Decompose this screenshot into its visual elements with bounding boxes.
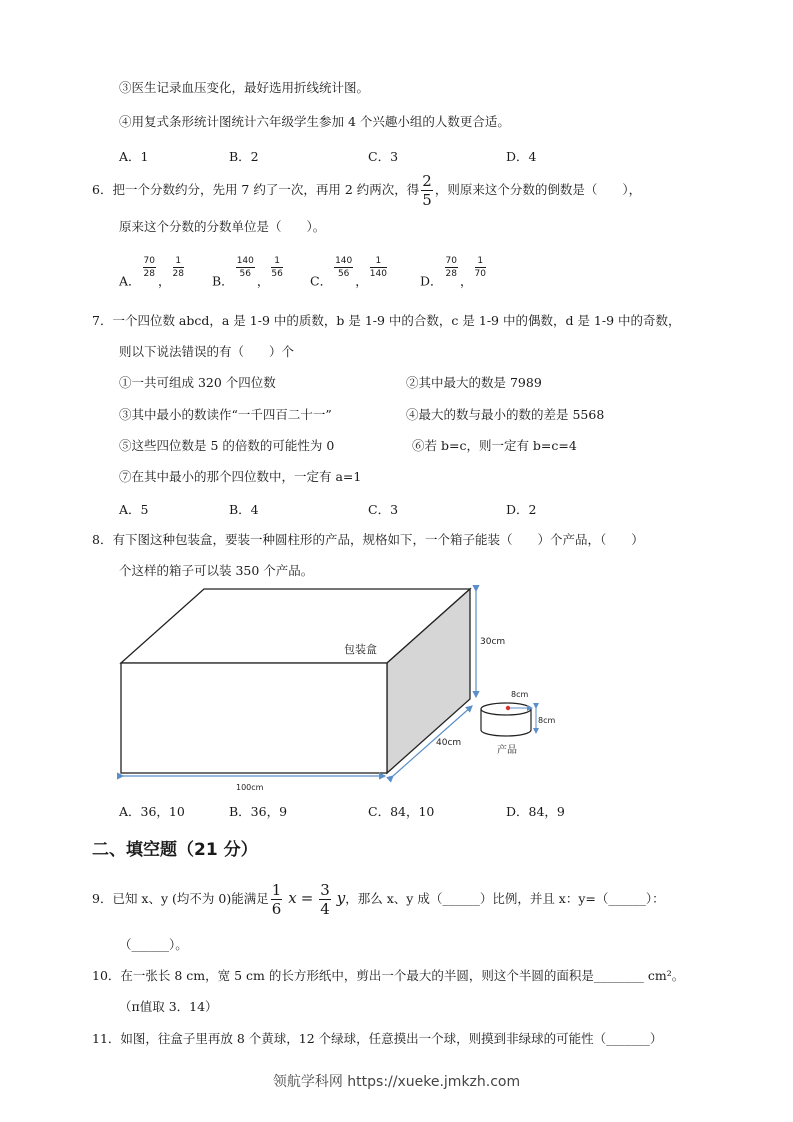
box-label: 包装盒: [344, 643, 377, 656]
q8-option-c: C．84，10: [368, 804, 435, 819]
q7-option-b: B．4: [229, 502, 259, 517]
q6-fraction: [421, 171, 433, 209]
box-front-face: [121, 663, 387, 773]
q6-line2: 原来这个分数的分数单位是（ ）。: [119, 219, 326, 234]
q7-option-c: C．3: [368, 502, 399, 517]
q9-stem-part2: ，那么 x、y 成（______）比例，并且 x：y=（______）：: [345, 891, 665, 906]
q6-option-b: B． $\frac{140}{56}$ ， $\frac{1}{56}$: [212, 256, 283, 289]
cylinder-height-label: 8cm: [538, 716, 556, 725]
q7-statement-4: ④最大的数与最小的数的差是 5568: [406, 407, 605, 422]
length-label: 100cm: [236, 783, 264, 792]
q11-line1: 11．如图，往盒子里再放 8 个黄球，12 个绿球，任意摸出一个球，则摸到非绿球的可能性（_______）: [92, 1031, 663, 1046]
q7-line2: 则以下说法错误的有（ ）个: [119, 344, 295, 359]
q9-fraction-1: $\frac{1}{6}$: [271, 880, 282, 918]
q7-statement-7: ⑦在其中最小的那个四位数中，一定有 a=1: [119, 469, 362, 484]
q7-line1: 7．一个四位数 abcd，a 是 1-9 中的质数，b 是 1-9 中的合数，c 是 1-9 中的偶数，d 是 1-9 中的奇数，: [92, 313, 681, 328]
q9-stem-part1: 9．已知 x、y (均不为 0)能满足: [92, 891, 269, 906]
q9-fraction-2: $\frac{3}{4}$: [320, 880, 330, 918]
q5-option-b: B．2: [229, 149, 259, 164]
q9-equals: =: [300, 889, 314, 907]
cylinder-top: [481, 703, 531, 715]
q10-line2: （π值取 3．14）: [119, 999, 218, 1014]
q7-statement-3: ③其中最小的数读作“一千四百二十一”: [119, 407, 332, 422]
q8-option-d: D．84，9: [506, 804, 565, 819]
q6-fraction-denominator: 5: [422, 190, 432, 209]
height-label: 30cm: [480, 637, 506, 647]
q5-statement-4: ④用复式条形统计图统计六年级学生参加 4 个兴趣小组的人数更合适。: [119, 114, 510, 129]
section-heading: 二、填空题（21 分）: [92, 840, 258, 860]
q5-option-c: C．3: [368, 149, 399, 164]
q7-statement-6: ⑥若 b=c，则一定有 b=c=4: [412, 438, 577, 453]
q6-option-d: D． $\frac{70}{28}$ ， $\frac{1}{70}$: [420, 256, 486, 289]
q6-fraction-numerator: 2: [422, 171, 432, 190]
q6-option-c: C． $\frac{140}{56}$ ， $\frac{1}{140}$: [310, 256, 387, 289]
q8-line1: 8．有下图这种包装盒，要装一种圆柱形的产品，规格如下，一个箱子能装（ ）个产品，（ ）: [92, 532, 644, 547]
q6-stem-part1: 6．把一个分数约分，先用 7 约了一次，再用 2 约两次，得: [92, 182, 420, 197]
q8-figure: [110, 582, 560, 794]
q5-option-a: A．1: [119, 149, 149, 164]
q9-var-x: x: [288, 889, 297, 907]
q5-option-d: D．4: [506, 149, 537, 164]
cylinder-center-dot: [506, 706, 510, 710]
q6-option-a: A． $\frac{70}{28}$ ， $\frac{1}{28}$: [119, 256, 184, 289]
q8-option-b: B．36，9: [229, 804, 288, 819]
q7-statement-2: ②其中最大的数是 7989: [406, 375, 542, 390]
depth-label: 40cm: [436, 738, 462, 748]
q7-statement-1: ①一共可组成 320 个四位数: [119, 375, 276, 390]
q10-line1: 10．在一张长 8 cm，宽 5 cm 的长方形纸中，剪出一个最大的半圆，则这个半圆的面积是________ cm²。: [92, 968, 685, 983]
q8-line2: 个这样的箱子可以装 350 个产品。: [119, 563, 314, 578]
product-label: 产品: [497, 745, 517, 756]
q9-stem: [92, 878, 665, 919]
q6-stem: [92, 170, 641, 210]
cylinder-diameter-label: 8cm: [511, 690, 529, 699]
q6-stem-part2: ，则原来这个分数的倒数是（ ），: [434, 182, 642, 197]
q7-option-a: A．5: [119, 502, 149, 517]
q5-statement-3: ③医生记录血压变化，最好选用折线统计图。: [119, 80, 370, 95]
q9-line2: （______）。: [119, 937, 188, 952]
q7-option-d: D．2: [506, 502, 537, 517]
q7-statement-5: ⑤这些四位数是 5 的倍数的可能性为 0: [119, 438, 335, 453]
q8-option-a: A．36，10: [119, 804, 185, 819]
footer-watermark: 领航学科网 https://xueke.jmkzh.com: [272, 1074, 521, 1090]
q9-var-y: y: [336, 889, 346, 907]
